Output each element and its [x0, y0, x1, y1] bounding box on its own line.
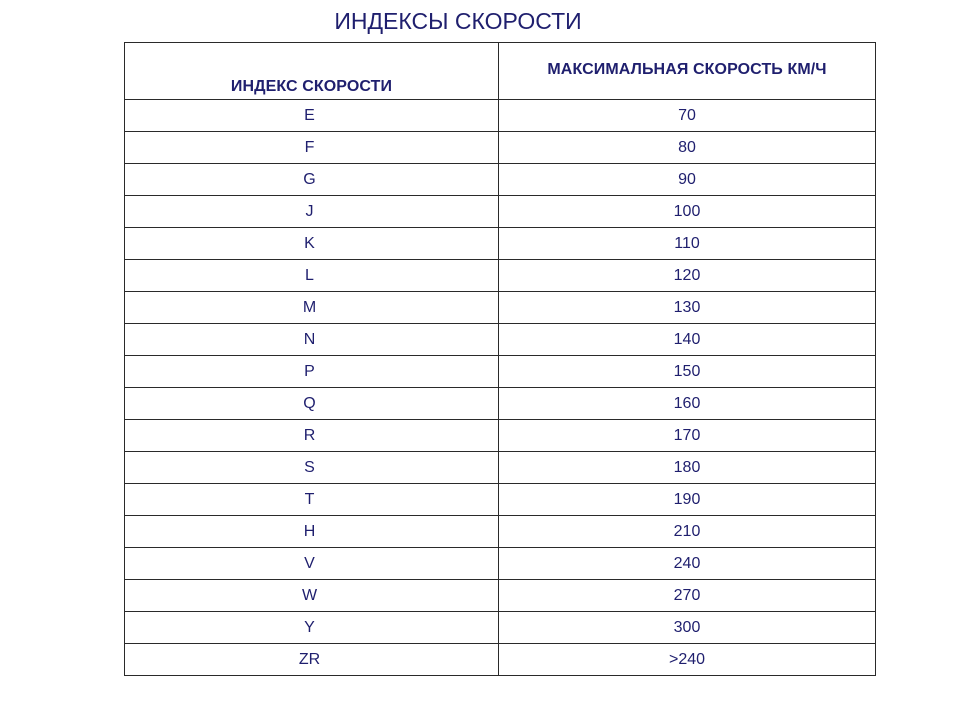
max-speed-cell: 190	[499, 484, 876, 516]
max-speed-cell: 130	[499, 292, 876, 324]
speed-index-cell: J	[125, 196, 499, 228]
table-row	[125, 420, 876, 452]
table-row	[125, 516, 876, 548]
max-speed-cell: >240	[499, 644, 876, 676]
table-row	[125, 644, 876, 676]
speed-index-cell: ZR	[125, 644, 499, 676]
header-speed-index: ИНДЕКС СКОРОСТИ	[125, 43, 499, 100]
max-speed-cell: 120	[499, 260, 876, 292]
speed-index-cell: W	[125, 580, 499, 612]
table-row	[125, 196, 876, 228]
max-speed-cell: 270	[499, 580, 876, 612]
speed-index-cell: M	[125, 292, 499, 324]
table-row	[125, 388, 876, 420]
table-row	[125, 612, 876, 644]
max-speed-cell: 160	[499, 388, 876, 420]
speed-index-cell: T	[125, 484, 499, 516]
speed-index-cell: L	[125, 260, 499, 292]
speed-index-cell: K	[125, 228, 499, 260]
table-row	[125, 164, 876, 196]
speed-index-cell: Y	[125, 612, 499, 644]
max-speed-cell: 150	[499, 356, 876, 388]
max-speed-cell: 210	[499, 516, 876, 548]
max-speed-cell: 240	[499, 548, 876, 580]
speed-index-cell: R	[125, 420, 499, 452]
speed-index-cell: N	[125, 324, 499, 356]
speed-index-cell: H	[125, 516, 499, 548]
speed-index-cell: P	[125, 356, 499, 388]
table-header-row	[125, 43, 876, 100]
page-title: ИНДЕКСЫ СКОРОСТИ	[334, 8, 582, 34]
speed-index-cell: Q	[125, 388, 499, 420]
table-row	[125, 356, 876, 388]
table-row	[125, 580, 876, 612]
table-row	[125, 100, 876, 132]
speed-index-cell: V	[125, 548, 499, 580]
table-row	[125, 452, 876, 484]
speed-index-cell: E	[125, 100, 499, 132]
speed-index-table	[124, 42, 876, 676]
max-speed-cell: 140	[499, 324, 876, 356]
table-row	[125, 228, 876, 260]
max-speed-cell: 80	[499, 132, 876, 164]
table-row	[125, 548, 876, 580]
table-row	[125, 324, 876, 356]
max-speed-cell: 180	[499, 452, 876, 484]
max-speed-cell: 300	[499, 612, 876, 644]
table-row	[125, 260, 876, 292]
max-speed-cell: 110	[499, 228, 876, 260]
header-max-speed: МАКСИМАЛЬНАЯ СКОРОСТЬ КМ/Ч	[499, 43, 876, 100]
max-speed-cell: 90	[499, 164, 876, 196]
table-row	[125, 132, 876, 164]
max-speed-cell: 170	[499, 420, 876, 452]
table-row	[125, 484, 876, 516]
max-speed-cell: 70	[499, 100, 876, 132]
table-body	[125, 100, 876, 676]
speed-index-cell: S	[125, 452, 499, 484]
table-row	[125, 292, 876, 324]
max-speed-cell: 100	[499, 196, 876, 228]
speed-index-cell: F	[125, 132, 499, 164]
speed-index-cell: G	[125, 164, 499, 196]
